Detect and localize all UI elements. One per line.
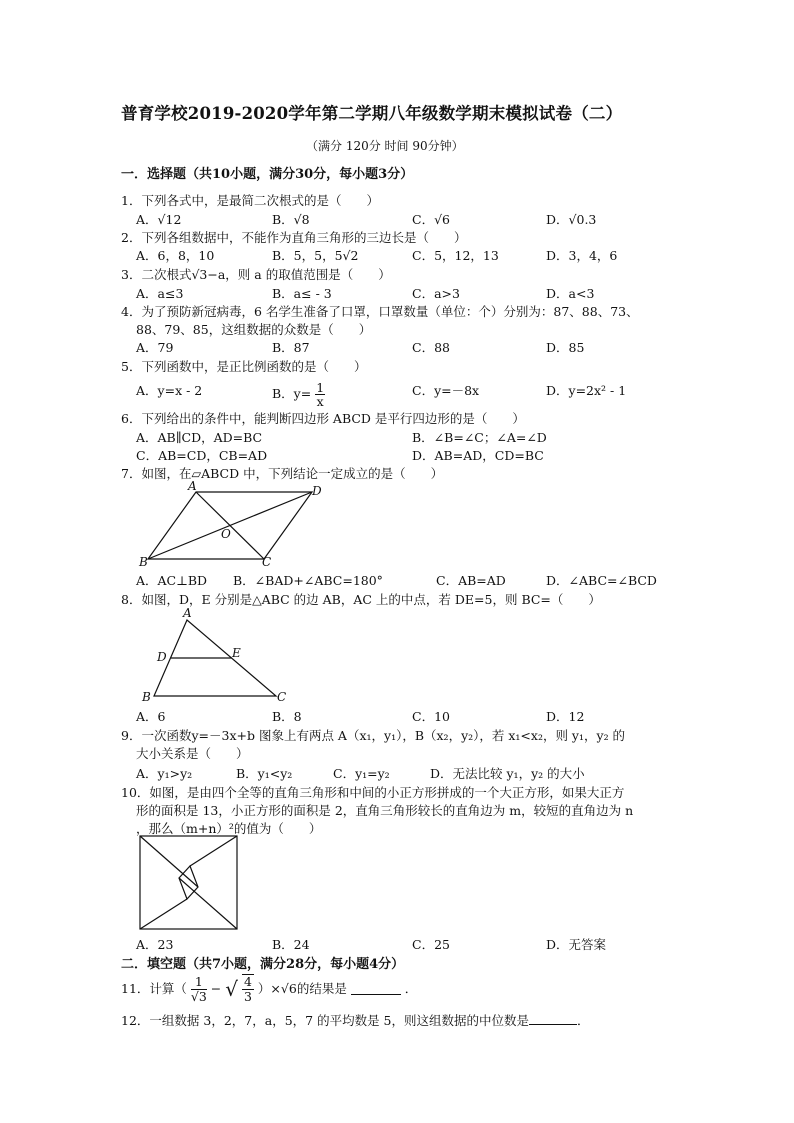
question-6-option-b: B．∠B=∠C；∠A=∠D bbox=[412, 430, 547, 445]
question-4-option-b: B．87 bbox=[272, 340, 310, 355]
vertex-label-a: A bbox=[188, 480, 197, 493]
question-5-option-d: D．y=2x² - 1 bbox=[546, 383, 627, 398]
fraction-denominator: 3 bbox=[243, 989, 252, 1004]
question-1-option-c: C．√6 bbox=[412, 212, 450, 227]
question-11-suffix: ）×√6的结果是 bbox=[257, 981, 347, 996]
question-1-option-a: A．√12 bbox=[136, 212, 182, 227]
question-1-option-d: D．√0.3 bbox=[546, 212, 597, 227]
question-10-option-c: C．25 bbox=[412, 937, 450, 952]
fraction-denominator: x bbox=[316, 394, 324, 409]
question-2-option-a: A．6，8，10 bbox=[136, 248, 215, 263]
question-6-option-c: C．AB=CD，CB=AD bbox=[136, 448, 268, 463]
question-8-option-b: B．8 bbox=[272, 709, 302, 724]
inner-square bbox=[179, 866, 198, 899]
answer-blank[interactable] bbox=[529, 1013, 577, 1025]
fraction-numerator: 4 bbox=[243, 974, 252, 989]
question-11-end: ． bbox=[404, 981, 418, 996]
question-5-stem: 5．下列函数中，是正比例函数的是（ ） bbox=[121, 359, 367, 374]
question-10-stem-line2: 形的面积是 13，小正方形的面积是 2，直角三角形较长的直角边为 m，较短的直角边为 n bbox=[136, 803, 634, 818]
question-9-stem-line1: 9．一次函数y=－3x+b 图象上有两点 A（x₁，y₁），B（x₂，y₂），若 x₁<x₂，则 y₁，y₂ 的 bbox=[121, 728, 626, 743]
question-2-option-b: B．5，5，5√2 bbox=[272, 248, 359, 263]
page-title: 普育学校2019-2020学年第二学期八年级数学期末模拟试卷（二） bbox=[121, 104, 623, 123]
question-4-option-a: A．79 bbox=[136, 340, 174, 355]
question-11-stem bbox=[121, 974, 417, 1004]
vertex-label-b: B bbox=[139, 555, 148, 569]
question-3-option-c: C．a>3 bbox=[412, 286, 460, 301]
fraction bbox=[315, 381, 325, 408]
question-3-option-d: D．a<3 bbox=[546, 286, 595, 301]
question-5-option-a: A．y=x - 2 bbox=[136, 383, 203, 398]
outer-square bbox=[140, 836, 237, 929]
question-1-stem: 1．下列各式中，是最简二次根式的是（ ） bbox=[121, 193, 379, 208]
pinwheel-square-figure bbox=[138, 834, 240, 932]
vertex-label-d: D bbox=[312, 484, 322, 498]
parallelogram-figure bbox=[136, 480, 336, 570]
question-3-option-a: A．a≤3 bbox=[136, 286, 184, 301]
question-12-stem bbox=[121, 1011, 590, 1029]
triangle-edge bbox=[140, 899, 187, 929]
question-10-option-a: A．23 bbox=[136, 937, 174, 952]
question-10-stem-line3: ，那么（m+n）²的值为（ ） bbox=[136, 821, 322, 836]
question-7-stem: 7．如图，在▱ABCD 中，下列结论一定成立的是（ ） bbox=[121, 466, 444, 481]
vertex-label-c: C bbox=[277, 690, 287, 704]
question-10-option-b: B．24 bbox=[272, 937, 310, 952]
question-6-stem: 6．下列给出的条件中，能判断四边形 ABCD 是平行四边形的是（ ） bbox=[121, 411, 525, 426]
question-5-option-b-prefix: B．y= bbox=[272, 386, 312, 401]
radical-sign: √ bbox=[225, 977, 238, 1001]
question-6-option-a: A．AB∥CD，AD=BC bbox=[136, 430, 263, 445]
question-3-option-b: B．a≤ - 3 bbox=[272, 286, 332, 301]
question-5-option-c: C．y=－8x bbox=[412, 383, 480, 398]
question-11-prefix: 11．计算（ bbox=[121, 981, 187, 996]
question-4-stem-line2: 88、79、85，这组数据的众数是（ ） bbox=[136, 322, 372, 337]
question-5-option-b bbox=[272, 381, 325, 408]
question-7-option-d: D．∠ABC=∠BCD bbox=[546, 573, 657, 588]
fraction-numerator: 1 bbox=[191, 975, 207, 990]
question-12-text: 12．一组数据 3，2，7，a，5，7 的平均数是 5，则这组数据的中位数是 bbox=[121, 1013, 529, 1028]
question-12-end: ． bbox=[577, 1013, 590, 1028]
triangle-figure bbox=[136, 605, 296, 705]
fraction-numerator: 1 bbox=[316, 380, 325, 395]
question-7-option-b: B．∠BAD+∠ABC=180° bbox=[233, 573, 383, 588]
question-9-stem-line2: 大小关系是（ ） bbox=[136, 746, 249, 761]
question-8-option-d: D．12 bbox=[546, 709, 585, 724]
vertex-label-b: B bbox=[142, 690, 151, 704]
triangle-edge bbox=[140, 836, 198, 887]
question-4-stem-line1: 4．为了预防新冠病毒，6 名学生准备了口罩，口罩数量（单位：个）分别为：87、88、73、 bbox=[121, 304, 639, 319]
triangle-edge bbox=[179, 878, 237, 929]
question-9-option-b: B．y₁<y₂ bbox=[236, 766, 293, 781]
minus-sign: − bbox=[210, 981, 226, 996]
question-2-option-d: D．3，4，6 bbox=[546, 248, 618, 263]
question-2-stem: 2．下列各组数据中，不能作为直角三角形的三边长是（ ） bbox=[121, 230, 467, 245]
question-9-option-a: A．y₁>y₂ bbox=[136, 766, 193, 781]
question-9-option-c: C．y₁=y₂ bbox=[333, 766, 390, 781]
question-8-stem: 8．如图，D，E 分别是△ABC 的边 AB，AC 上的中点，若 DE=5，则 BC=（ ） bbox=[121, 592, 601, 607]
question-8-option-c: C．10 bbox=[412, 709, 450, 724]
question-7-option-a: A．AC⊥BD bbox=[136, 573, 208, 588]
question-3-stem: 3．二次根式√3−a，则 a 的取值范围是（ ） bbox=[121, 267, 391, 282]
question-6-option-d: D．AB=AD，CD=BC bbox=[412, 448, 544, 463]
point-label-e: E bbox=[232, 646, 241, 660]
answer-blank[interactable] bbox=[351, 983, 401, 995]
question-4-option-d: D．85 bbox=[546, 340, 585, 355]
vertex-label-c: C bbox=[262, 555, 272, 569]
triangle-edge bbox=[190, 836, 237, 866]
question-10-stem-line1: 10．如图，是由四个全等的直角三角形和中间的小正方形拼成的一个大正方形，如果大正方 bbox=[121, 785, 625, 800]
question-10-option-d: D．无答案 bbox=[546, 937, 607, 952]
question-4-option-c: C．88 bbox=[412, 340, 450, 355]
fraction-2 bbox=[242, 974, 254, 1004]
question-1-option-b: B．√8 bbox=[272, 212, 310, 227]
vertex-label-a: A bbox=[183, 606, 192, 620]
question-2-option-c: C．5，12，13 bbox=[412, 248, 499, 263]
fraction-denominator: √3 bbox=[190, 988, 207, 1004]
center-label-o: O bbox=[221, 527, 231, 541]
section-heading-choice: 一．选择题（共10小题，满分30分，每小题3分） bbox=[121, 167, 414, 182]
page-subtitle: （满分 120分 时间 90分钟） bbox=[306, 139, 464, 153]
question-8-option-a: A．6 bbox=[136, 709, 166, 724]
question-7-option-c: C．AB=AD bbox=[436, 573, 506, 588]
section-heading-fill: 二．填空题（共7小题，满分28分，每小题4分） bbox=[121, 957, 405, 972]
fraction-1 bbox=[191, 975, 207, 1004]
question-9-option-d: D．无法比较 y₁，y₂ 的大小 bbox=[430, 766, 585, 781]
point-label-d: D bbox=[157, 650, 167, 664]
